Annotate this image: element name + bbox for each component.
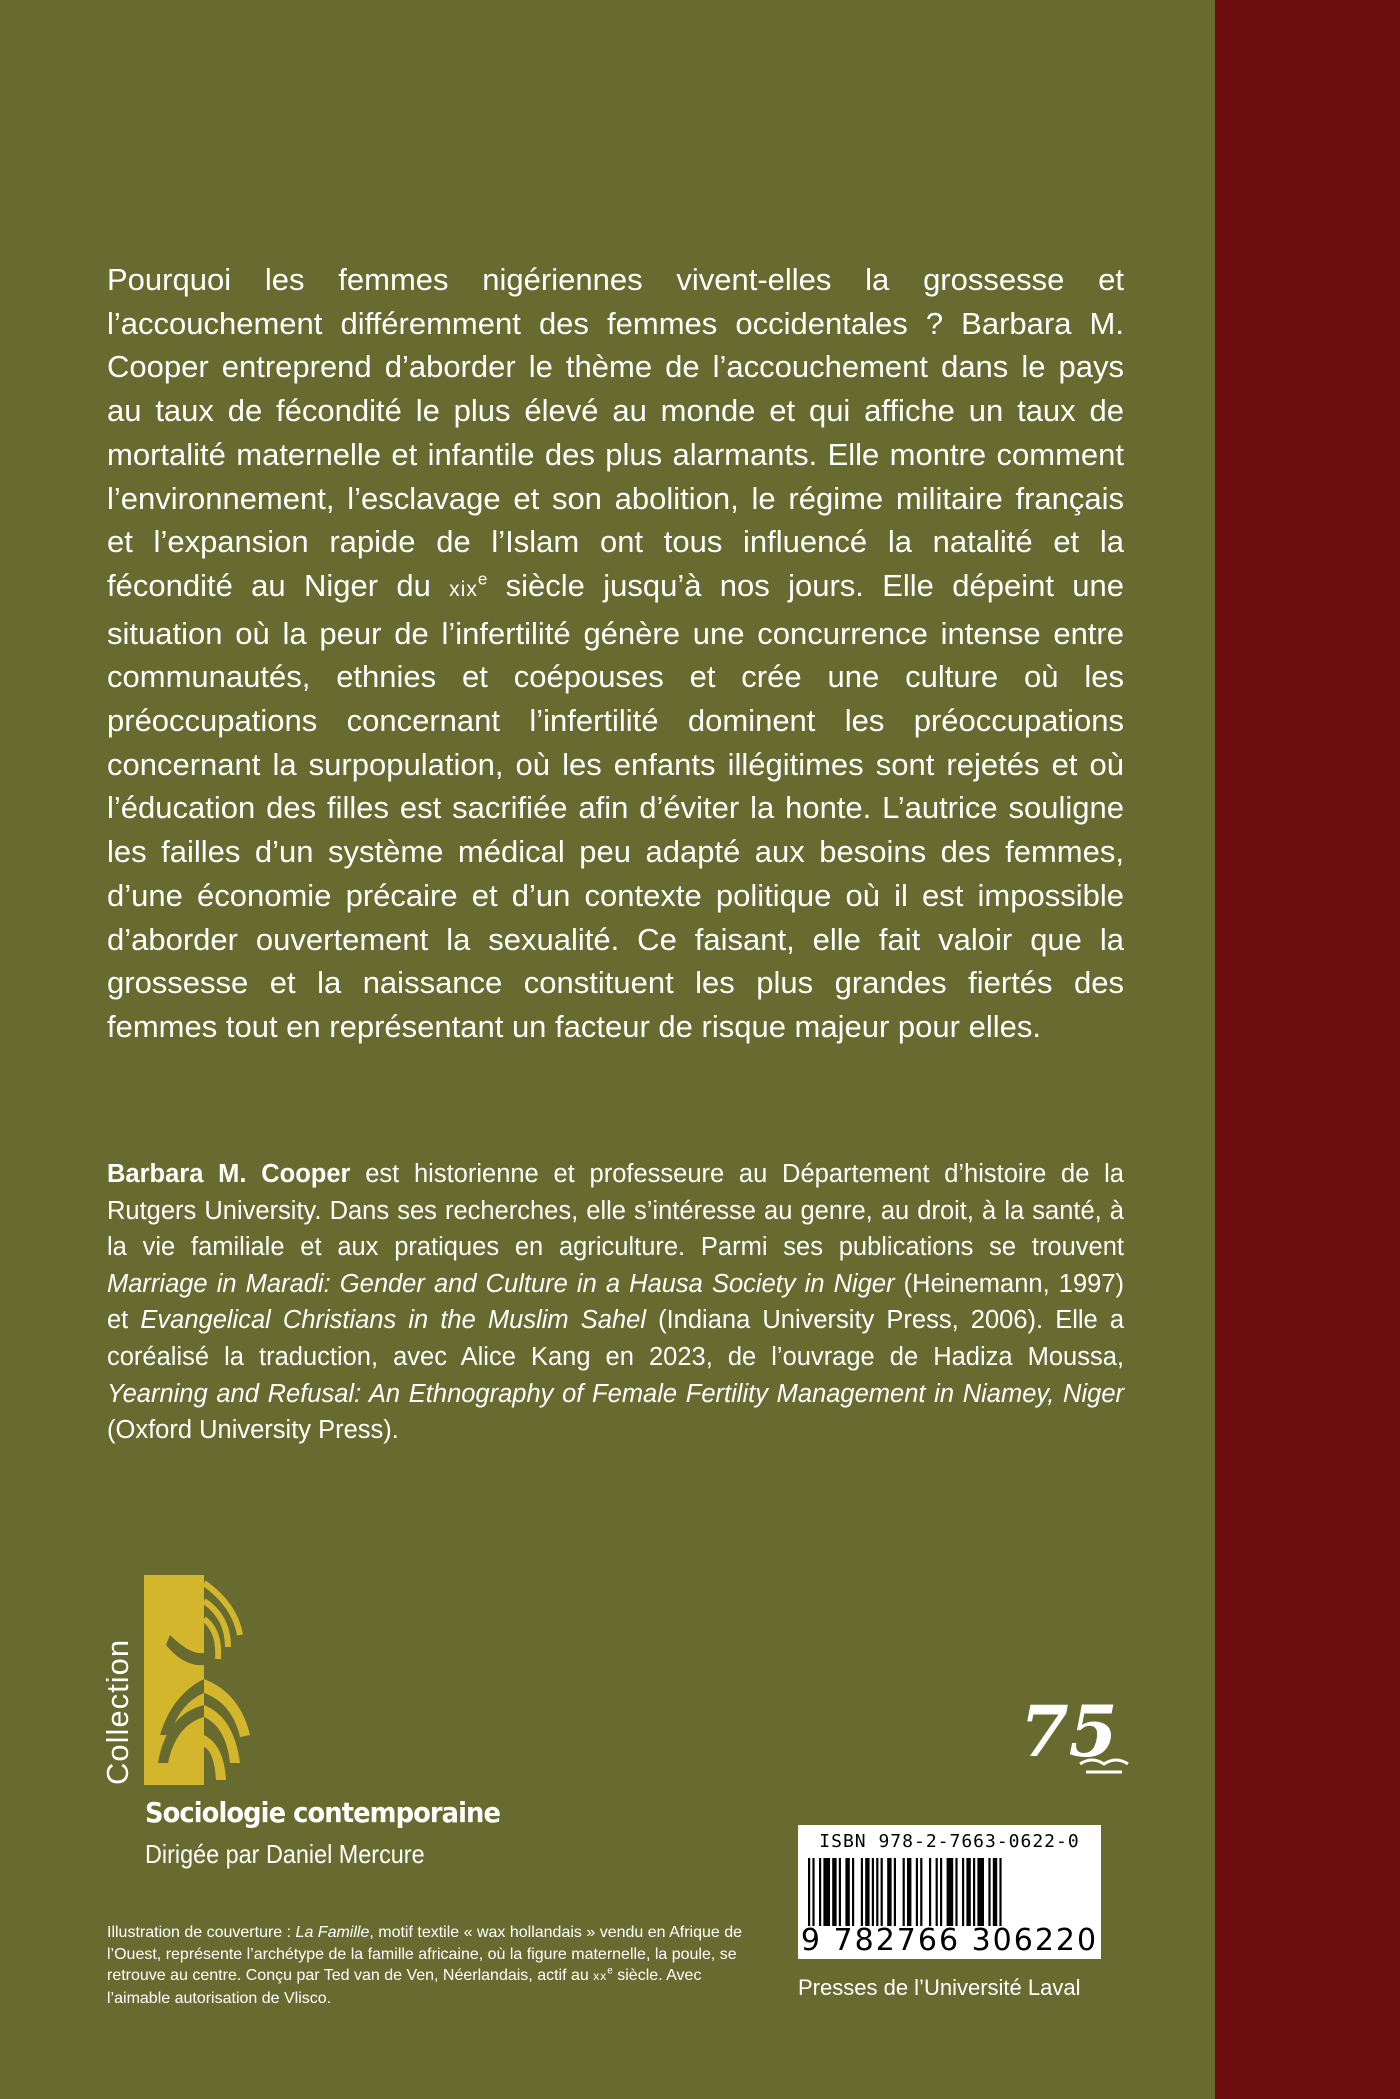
barcode-bar [876, 1858, 878, 1926]
barcode-bar [940, 1858, 942, 1926]
barcode-bar [936, 1858, 938, 1926]
barcode-bar [872, 1858, 874, 1926]
book-title: Marriage in Maradi: Gender and Culture in a Hausa Society in Niger [107, 1269, 895, 1298]
barcode-bar [907, 1858, 911, 1926]
barcode-bar [962, 1858, 964, 1926]
anniversary-number: 75 [1020, 1694, 1118, 1773]
barcode-bars [808, 1858, 1091, 1926]
barcode-bar [894, 1858, 896, 1926]
barcode-bar [808, 1858, 810, 1926]
series-director: Dirigée par Daniel Mercure [145, 1839, 425, 1869]
barcode-bar [947, 1858, 954, 1926]
summary-part2: siècle jusqu’à nos jours. Elle dépeint une situation où la peur de l’infertilité génère une concurrence intense entre communautés, ethnies et coépouses et crée une culture où les préoccupations concernant l’infertilité dominent les préoccupations concernant la surpopulation, où les enfants illégitimes sont rejetés et où l’éducation des filles est sacrifiée afin d’éviter la honte. L’autrice souligne les failles d’un système médical peu adapté aux besoins des femmes, d’une économie précaire et d’un contexte politique où il est impossible d’aborder ouvertement la sexualité. Ce faisant, elle fait valoir que la grossesse et la naissance constituent les plus grandes fiertés des femmes tout en représentant un facteur de risque majeur pour elles. [107, 567, 1125, 1044]
author-bio [107, 1156, 1124, 1449]
barcode-bar [966, 1858, 970, 1926]
barcode-bar [839, 1858, 841, 1926]
barcode-bar [999, 1858, 1001, 1926]
credit-text: , motif textile « wax hollandais » vendu en Afrique de l’Ouest, représente l’archétype de la famille africaine, où la figure maternelle, la poule, se retrouve au centre. Conçu par Ted van de Ven, Néerlandais, actif au [107, 1924, 743, 1984]
back-cover-summary [107, 258, 1124, 1049]
credit-text: siècle. Avec l’aimable autorisation de Vlisco. [107, 1967, 702, 2007]
credit-text: Illustration de couverture : [107, 1924, 296, 1941]
author-name: Barbara M. Cooper [107, 1160, 351, 1188]
series-name: Sociologie contemporaine [145, 1796, 501, 1829]
century-sup: e [607, 1965, 613, 1977]
spine-band [1215, 0, 1400, 2099]
century-roman: xx [593, 1969, 608, 1983]
bio-text: (Oxford University Press). [107, 1416, 399, 1445]
barcode-bar [823, 1858, 830, 1926]
cover-credit [107, 1922, 747, 2009]
barcode-bar [812, 1858, 814, 1926]
barcode-bar [916, 1858, 918, 1926]
anniversary-75-logo [1020, 1694, 1140, 1780]
barcode-bar [819, 1858, 821, 1926]
isbn-text: ISBN 978-2-7663-0622-0 [819, 1831, 1080, 1852]
barcode-digits: 9 782766 306220 [800, 1923, 1099, 1958]
collection-label: Collection [100, 1638, 135, 1785]
barcode-bar [903, 1858, 905, 1926]
barcode-bar [973, 1858, 975, 1926]
barcode-bar [988, 1858, 990, 1926]
barcode-bar [845, 1858, 849, 1926]
barcode-bar [929, 1858, 931, 1926]
century-sup: e [477, 569, 488, 589]
barcode-bar [920, 1858, 922, 1926]
barcode-bar [955, 1858, 957, 1926]
barcode-bar [865, 1858, 869, 1926]
barcode [798, 1825, 1101, 1959]
credit-artwork-title: La Famille [295, 1924, 370, 1941]
barcode-bar [832, 1858, 836, 1926]
book-title: Evangelical Christians in the Muslim Sahel [140, 1306, 646, 1335]
summary-part1: Pourquoi les femmes nigériennes vivent-elles la grossesse et l’accouchement différemment des femmes occidentales ? Barbara M. Cooper entreprend d’aborder le thème de l’accouchement dans le pays au taux de fécondité le plus élevé au monde et qui affiche un taux de mortalité maternelle et infantile des plus alarmants. Elle montre comment l’environnement, l’esclavage et son abolition, le régime militaire français et l’expansion rapide de l’Islam ont tous influencé la natalité et la fécondité au Niger du [107, 262, 1124, 603]
century-roman: xix [449, 577, 478, 601]
barcode-bar [887, 1858, 891, 1926]
publisher-name: Presses de l’Université Laval [798, 1975, 1081, 2000]
book-title: Yearning and Refusal: An Ethnography of Female Fertility Management in Niamey, Niger [107, 1379, 1124, 1408]
barcode-bar [881, 1858, 883, 1926]
bio-text: (Heinemann, 1997) et [107, 1269, 1124, 1335]
barcode-bar [993, 1858, 997, 1926]
barcode-bar [861, 1858, 863, 1926]
barcode-bar [977, 1858, 984, 1926]
bio-text: est historienne et professeure au Département d’histoire de la Rutgers University. Dans ses recherches, elle s’intéresse au genre, au droit, à la santé, à la vie familiale et aux pratiques en agriculture. Parmi ses publications se trouvent [107, 1160, 1124, 1262]
barcode-bar [852, 1858, 854, 1926]
bio-text: (Indiana University Press, 2006). Elle a coréalisé la traduction, avec Alice Kang en 2023, de l’ouvrage de Hadiza Moussa, [107, 1306, 1125, 1371]
